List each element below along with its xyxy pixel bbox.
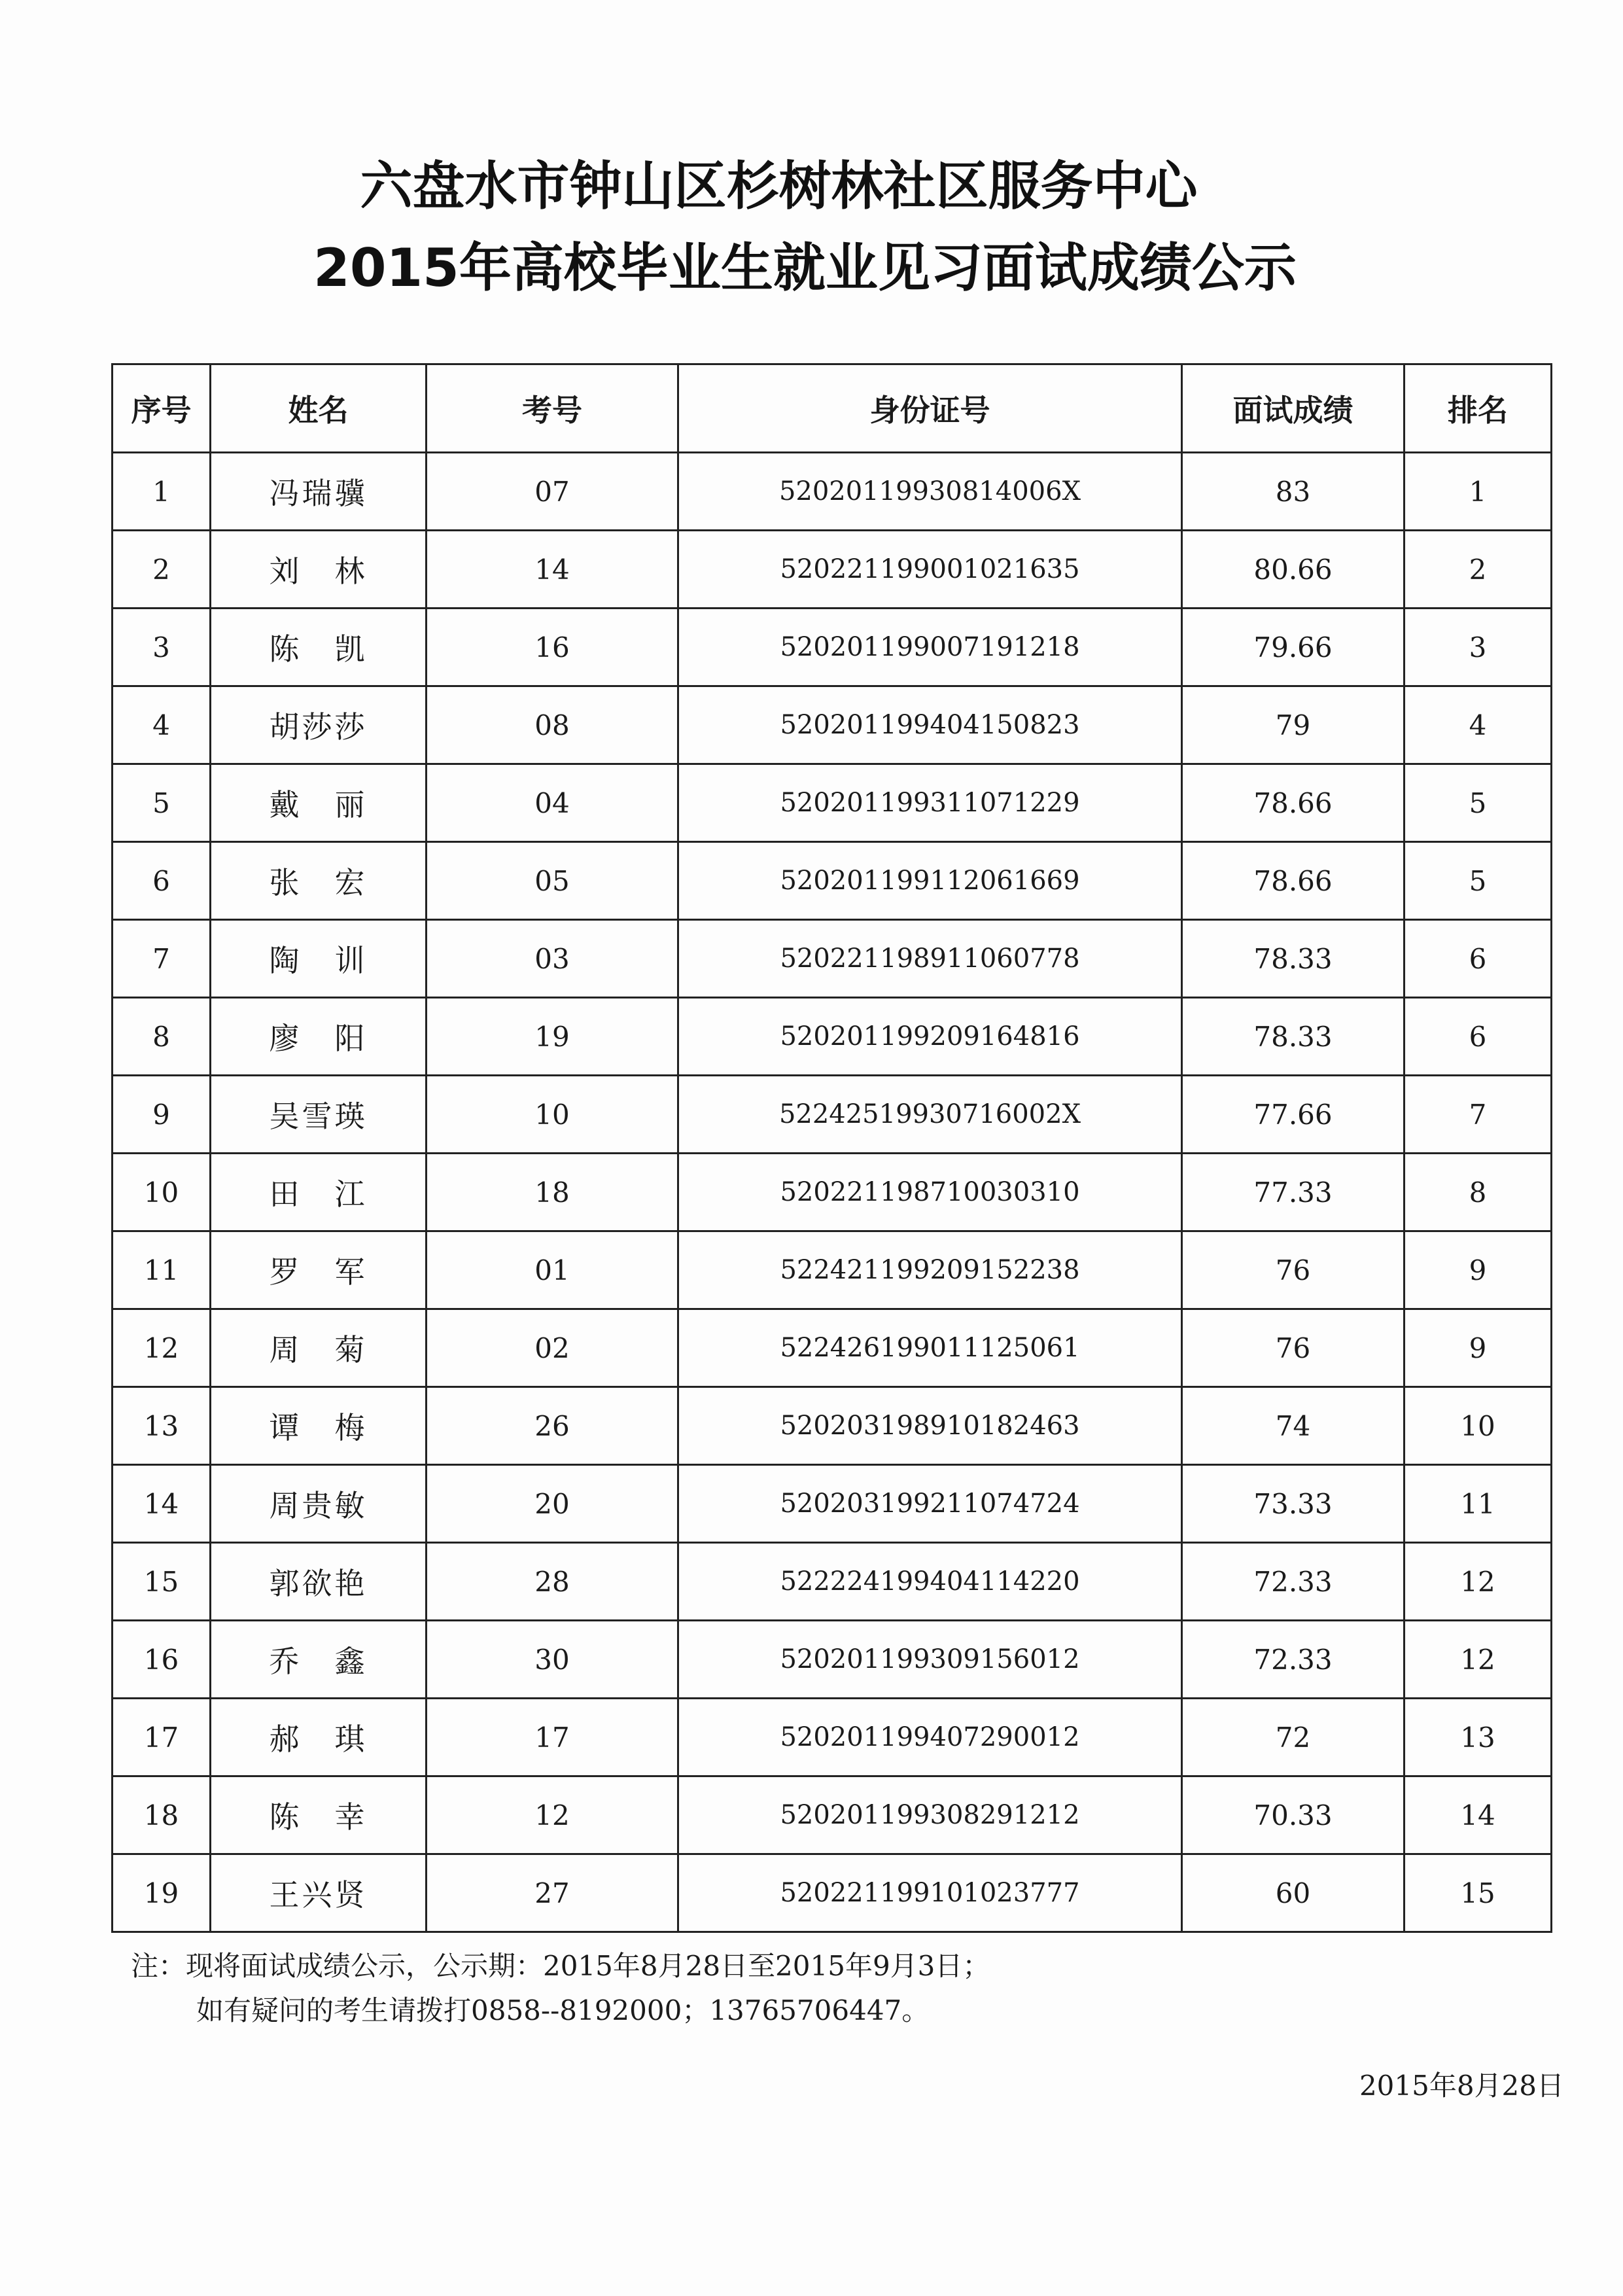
cell-exam-number: 16 xyxy=(427,609,678,686)
cell-interview-score: 78.66 xyxy=(1182,842,1405,920)
cell-interview-score: 78.33 xyxy=(1182,998,1405,1076)
cell-name: 刘 林 xyxy=(211,531,427,609)
cell-id-number: 522224199404114220 xyxy=(678,1543,1182,1621)
cell-name: 郭欲艳 xyxy=(211,1543,427,1621)
cell-serial: 2 xyxy=(113,531,211,609)
cell-serial: 11 xyxy=(113,1231,211,1309)
cell-exam-number: 18 xyxy=(427,1154,678,1231)
cell-serial: 6 xyxy=(113,842,211,920)
cell-serial: 10 xyxy=(113,1154,211,1231)
cell-rank: 13 xyxy=(1405,1699,1552,1776)
cell-exam-number: 27 xyxy=(427,1854,678,1932)
cell-name: 张 宏 xyxy=(211,842,427,920)
cell-id-number: 520201199007191218 xyxy=(678,609,1182,686)
cell-id-number: 520201199209164816 xyxy=(678,998,1182,1076)
cell-id-number: 520221199101023777 xyxy=(678,1854,1182,1932)
cell-id-number: 52020119930814006X xyxy=(678,453,1182,531)
cell-name: 吴雪瑛 xyxy=(211,1076,427,1154)
cell-id-number: 520201199112061669 xyxy=(678,842,1182,920)
cell-interview-score: 72 xyxy=(1182,1699,1405,1776)
cell-name: 罗 军 xyxy=(211,1231,427,1309)
header-exam-number: 考号 xyxy=(427,364,678,453)
cell-exam-number: 10 xyxy=(427,1076,678,1154)
cell-name: 陈 幸 xyxy=(211,1776,427,1854)
cell-interview-score: 80.66 xyxy=(1182,531,1405,609)
cell-interview-score: 76 xyxy=(1182,1231,1405,1309)
cell-name: 谭 梅 xyxy=(211,1387,427,1465)
cell-rank: 3 xyxy=(1405,609,1552,686)
table-row xyxy=(113,764,1552,842)
note-line2: 如有疑问的考生请拨打0858--8192000；13765706447。 xyxy=(196,1994,930,2026)
cell-name: 戴 丽 xyxy=(211,764,427,842)
cell-exam-number: 05 xyxy=(427,842,678,920)
cell-interview-score: 76 xyxy=(1182,1309,1405,1387)
cell-interview-score: 72.33 xyxy=(1182,1543,1405,1621)
table-row xyxy=(113,609,1552,686)
cell-name: 周贵敏 xyxy=(211,1465,427,1543)
cell-exam-number: 28 xyxy=(427,1543,678,1621)
cell-interview-score: 72.33 xyxy=(1182,1621,1405,1699)
table-row xyxy=(113,1309,1552,1387)
cell-rank: 11 xyxy=(1405,1465,1552,1543)
header-id-number: 身份证号 xyxy=(678,364,1182,453)
cell-serial: 13 xyxy=(113,1387,211,1465)
cell-id-number: 520201199404150823 xyxy=(678,686,1182,764)
note-line1: 注：现将面试成绩公示，公示期：2015年8月28日至2015年9月3日； xyxy=(131,1950,990,1982)
cell-serial: 19 xyxy=(113,1854,211,1932)
table-row xyxy=(113,1231,1552,1309)
cell-exam-number: 26 xyxy=(427,1387,678,1465)
cell-rank: 9 xyxy=(1405,1309,1552,1387)
cell-interview-score: 70.33 xyxy=(1182,1776,1405,1854)
cell-name: 冯瑞骥 xyxy=(211,453,427,531)
cell-exam-number: 08 xyxy=(427,686,678,764)
cell-id-number: 520201199309156012 xyxy=(678,1621,1182,1699)
cell-exam-number: 04 xyxy=(427,764,678,842)
table-row xyxy=(113,1776,1552,1854)
cell-id-number: 520203198910182463 xyxy=(678,1387,1182,1465)
cell-serial: 12 xyxy=(113,1309,211,1387)
cell-interview-score: 79 xyxy=(1182,686,1405,764)
cell-id-number: 520203199211074724 xyxy=(678,1465,1182,1543)
cell-id-number: 52242519930716002X xyxy=(678,1076,1182,1154)
table-row xyxy=(113,842,1552,920)
cell-exam-number: 19 xyxy=(427,998,678,1076)
cell-serial: 9 xyxy=(113,1076,211,1154)
cell-serial: 8 xyxy=(113,998,211,1076)
cell-exam-number: 12 xyxy=(427,1776,678,1854)
table-row xyxy=(113,531,1552,609)
table-row xyxy=(113,1465,1552,1543)
cell-rank: 5 xyxy=(1405,842,1552,920)
cell-name: 田 江 xyxy=(211,1154,427,1231)
cell-serial: 5 xyxy=(113,764,211,842)
cell-name: 郝 琪 xyxy=(211,1699,427,1776)
cell-rank: 15 xyxy=(1405,1854,1552,1932)
document-date: 2015年8月28日 xyxy=(1359,2070,1564,2102)
cell-interview-score: 78.66 xyxy=(1182,764,1405,842)
cell-id-number: 520221198710030310 xyxy=(678,1154,1182,1231)
header-name: 姓名 xyxy=(211,364,427,453)
cell-id-number: 520221199001021635 xyxy=(678,531,1182,609)
cell-serial: 1 xyxy=(113,453,211,531)
cell-id-number: 520201199308291212 xyxy=(678,1776,1182,1854)
cell-exam-number: 17 xyxy=(427,1699,678,1776)
cell-exam-number: 01 xyxy=(427,1231,678,1309)
document-title-line2: 2015年高校毕业生就业见习面试成绩公示 xyxy=(313,238,1297,298)
cell-id-number: 520201199407290012 xyxy=(678,1699,1182,1776)
table-row xyxy=(113,1154,1552,1231)
cell-serial: 7 xyxy=(113,920,211,998)
header-rank: 排名 xyxy=(1405,364,1552,453)
cell-id-number: 522426199011125061 xyxy=(678,1309,1182,1387)
cell-rank: 7 xyxy=(1405,1076,1552,1154)
cell-exam-number: 30 xyxy=(427,1621,678,1699)
cell-rank: 4 xyxy=(1405,686,1552,764)
table-row xyxy=(113,998,1552,1076)
cell-exam-number: 14 xyxy=(427,531,678,609)
cell-exam-number: 03 xyxy=(427,920,678,998)
cell-rank: 9 xyxy=(1405,1231,1552,1309)
cell-serial: 16 xyxy=(113,1621,211,1699)
cell-rank: 6 xyxy=(1405,998,1552,1076)
cell-id-number: 522421199209152238 xyxy=(678,1231,1182,1309)
cell-rank: 12 xyxy=(1405,1543,1552,1621)
cell-name: 王兴贤 xyxy=(211,1854,427,1932)
table-header-row xyxy=(113,364,1552,453)
cell-rank: 2 xyxy=(1405,531,1552,609)
cell-interview-score: 77.66 xyxy=(1182,1076,1405,1154)
table-row xyxy=(113,1854,1552,1932)
table-row xyxy=(113,453,1552,531)
table-row xyxy=(113,1076,1552,1154)
cell-serial: 15 xyxy=(113,1543,211,1621)
table-row xyxy=(113,1621,1552,1699)
cell-interview-score: 83 xyxy=(1182,453,1405,531)
cell-interview-score: 79.66 xyxy=(1182,609,1405,686)
table-row xyxy=(113,686,1552,764)
cell-interview-score: 74 xyxy=(1182,1387,1405,1465)
cell-interview-score: 78.33 xyxy=(1182,920,1405,998)
cell-interview-score: 77.33 xyxy=(1182,1154,1405,1231)
cell-exam-number: 07 xyxy=(427,453,678,531)
cell-interview-score: 73.33 xyxy=(1182,1465,1405,1543)
cell-id-number: 520221198911060778 xyxy=(678,920,1182,998)
header-interview-score: 面试成绩 xyxy=(1182,364,1405,453)
cell-serial: 3 xyxy=(113,609,211,686)
cell-rank: 10 xyxy=(1405,1387,1552,1465)
cell-serial: 18 xyxy=(113,1776,211,1854)
table-body xyxy=(113,453,1552,1932)
table-row xyxy=(113,1699,1552,1776)
header-serial: 序号 xyxy=(113,364,211,453)
cell-name: 周 菊 xyxy=(211,1309,427,1387)
cell-name: 陶 训 xyxy=(211,920,427,998)
cell-rank: 5 xyxy=(1405,764,1552,842)
cell-rank: 12 xyxy=(1405,1621,1552,1699)
cell-rank: 8 xyxy=(1405,1154,1552,1231)
cell-rank: 14 xyxy=(1405,1776,1552,1854)
table-row xyxy=(113,1387,1552,1465)
cell-name: 廖 阳 xyxy=(211,998,427,1076)
cell-rank: 6 xyxy=(1405,920,1552,998)
score-table xyxy=(111,363,1552,1933)
cell-interview-score: 60 xyxy=(1182,1854,1405,1932)
cell-serial: 4 xyxy=(113,686,211,764)
cell-serial: 14 xyxy=(113,1465,211,1543)
document-title-line1: 六盘水市钟山区杉树林社区服务中心 xyxy=(360,156,1198,217)
cell-id-number: 520201199311071229 xyxy=(678,764,1182,842)
cell-name: 乔 鑫 xyxy=(211,1621,427,1699)
cell-serial: 17 xyxy=(113,1699,211,1776)
cell-name: 胡莎莎 xyxy=(211,686,427,764)
cell-rank: 1 xyxy=(1405,453,1552,531)
cell-exam-number: 02 xyxy=(427,1309,678,1387)
table-row xyxy=(113,1543,1552,1621)
cell-exam-number: 20 xyxy=(427,1465,678,1543)
table-row xyxy=(113,920,1552,998)
cell-name: 陈 凯 xyxy=(211,609,427,686)
